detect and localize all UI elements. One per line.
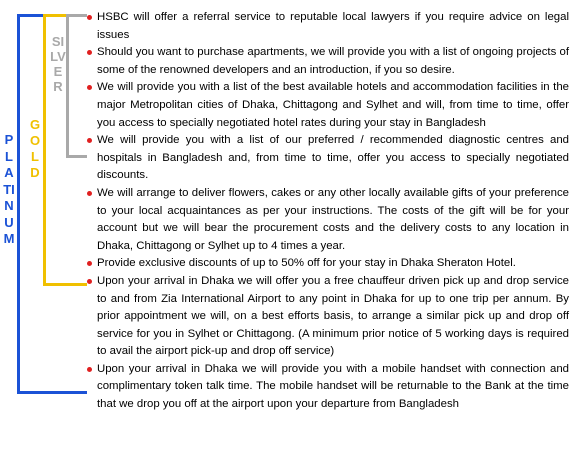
list-item (97, 9, 569, 44)
list-item (97, 361, 569, 414)
benefit-text: We will arrange to deliver flowers, cakes or any other locally available gifts of your preference to your local acquaintances as per your instructions. The costs of the gift will be for your account but we will bear the procurement costs and the delivery costs to any location in Dhaka, Chittagong or Sylhet up to 4 times a year. (97, 186, 569, 252)
bullet-icon (87, 191, 92, 196)
list-item (97, 185, 569, 255)
silver-tier-label: SILVER (50, 34, 66, 94)
bullet-icon (87, 279, 92, 284)
list-item (97, 79, 569, 132)
bullet-icon (87, 15, 92, 20)
benefits-list (97, 9, 569, 414)
bullet-icon (87, 367, 92, 372)
bullet-icon (87, 138, 92, 143)
platinum-tier-label: PLATINUM (1, 132, 17, 248)
benefit-text: Should you want to purchase apartments, we will provide you with a list of ongoing projects of some of the renowned developers and an introduction, if you so desire. (97, 46, 569, 76)
bullet-icon (87, 261, 92, 266)
benefit-text: We will provide you with a list of our preferred / recommended diagnostic centres and hospitals in Bangladesh and, from time to time, offer you access to specially negotiated discounts. (97, 134, 569, 182)
bullet-icon (87, 50, 92, 55)
list-item (97, 44, 569, 79)
list-item (97, 132, 569, 185)
list-item (97, 273, 569, 361)
benefit-text: Upon your arrival in Dhaka we will provide you with a mobile handset with connection and complimentary token talk time. The mobile handset will be returnable to the Bank at the time that we drop you off at the airport upon your departure from Bangladesh (97, 362, 569, 411)
benefit-text: We will provide you with a list of the best available hotels and accommodation facilities in the major Metropolitan cities of Dhaka, Chittagong and Sylhet and will, from time to time, offer you access to specially negotiated hotel rates during your stay in Bangladesh (97, 81, 569, 129)
benefit-text: HSBC will offer a referral service to reputable local lawyers if you require advice on legal issues (97, 11, 569, 41)
gold-tier-label: GOLD (27, 117, 43, 181)
list-item (97, 255, 569, 273)
benefit-text: Provide exclusive discounts of up to 50% off for your stay in Dhaka Sheraton Hotel. (97, 257, 516, 270)
benefit-text: Upon your arrival in Dhaka we will offer you a free chauffeur driven pick up and drop service to and from Zia International Airport to any point in Dhaka for up to one trip per annum. By prior appointment we will, on a best efforts basis, to arrange a similar pick up and drop off service for you in Sylhet or Chittagong. (A minimum prior notice of 5 working days is required to avail the airport pick-up and drop off service) (97, 274, 569, 358)
bullet-icon (87, 85, 92, 90)
silver-tier-bracket (66, 14, 87, 158)
